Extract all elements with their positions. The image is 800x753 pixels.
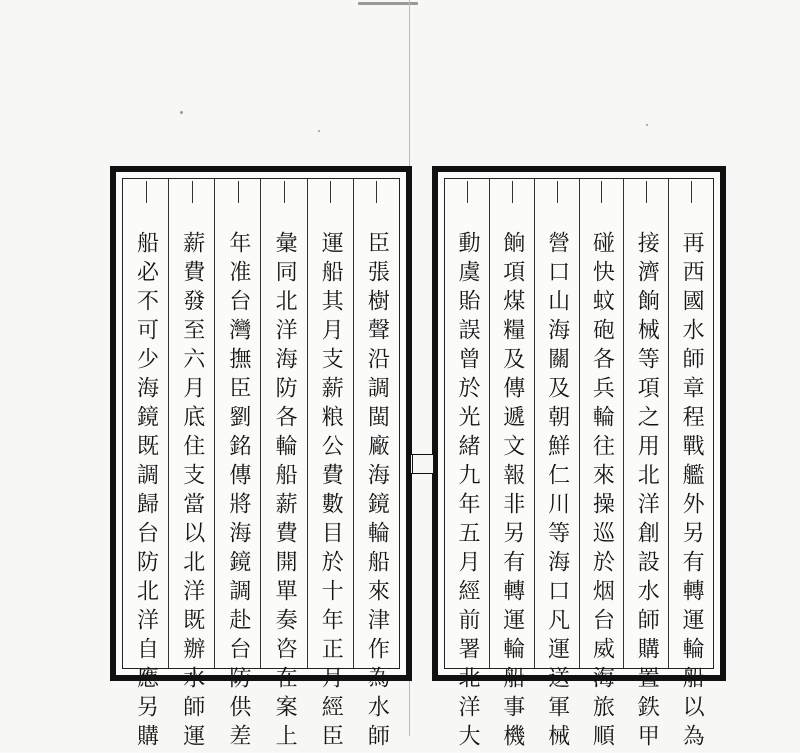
text-column [489,179,534,753]
text-column [445,179,489,753]
scan-speck [318,130,320,132]
left-page-columns [122,178,400,753]
column-text: 營口山海關及朝鮮仁川等海口凡運送軍械 [544,231,570,753]
column-text: 臣張樹聲沿調閩廠海鏡輪船來津作為水師 [364,231,390,753]
text-column [353,179,399,753]
text-column [260,179,306,753]
text-column [214,179,260,753]
column-text: 再西國水師章程戰艦外另有轉運輪船以為 [679,231,705,753]
spine-line [409,681,410,736]
text-column [579,179,624,753]
left-page [110,166,412,753]
column-text: 碰快蚊砲各兵輪往來操巡於烟台威海旅順 [589,231,615,753]
column-text: 餉項煤糧及傳遞文報非另有轉運輪船事機 [499,231,525,753]
text-column [668,179,713,753]
text-column [168,179,214,753]
scan-speck [180,111,183,114]
column-text: 動虞貽誤曾於光緒九年五月經前署北洋大 [454,231,480,753]
column-text: 彙同北洋海防各輪船薪費開單奏咨在案上 [272,231,298,753]
text-column [123,179,168,753]
column-text: 船必不可少海鏡既調歸台防北洋自應另購 [133,231,159,753]
column-text: 接濟餉械等項之用北洋創設水師購置鉄甲 [634,231,660,753]
scan-speck [646,124,648,126]
spine-line [409,0,410,166]
text-column [623,179,668,753]
right-page [432,166,726,753]
column-text: 年准台灣撫臣劉銘傳將海鏡調赴台防供差 [225,231,251,753]
text-column [534,179,579,753]
text-column [307,179,353,753]
fishtail-notch [412,454,434,474]
column-text: 薪費發至六月底住支當以北洋既辦水師運 [179,231,205,753]
column-text: 運船其月支薪粮公費數目於十年正月經臣 [318,231,344,753]
right-page-columns [444,178,714,753]
